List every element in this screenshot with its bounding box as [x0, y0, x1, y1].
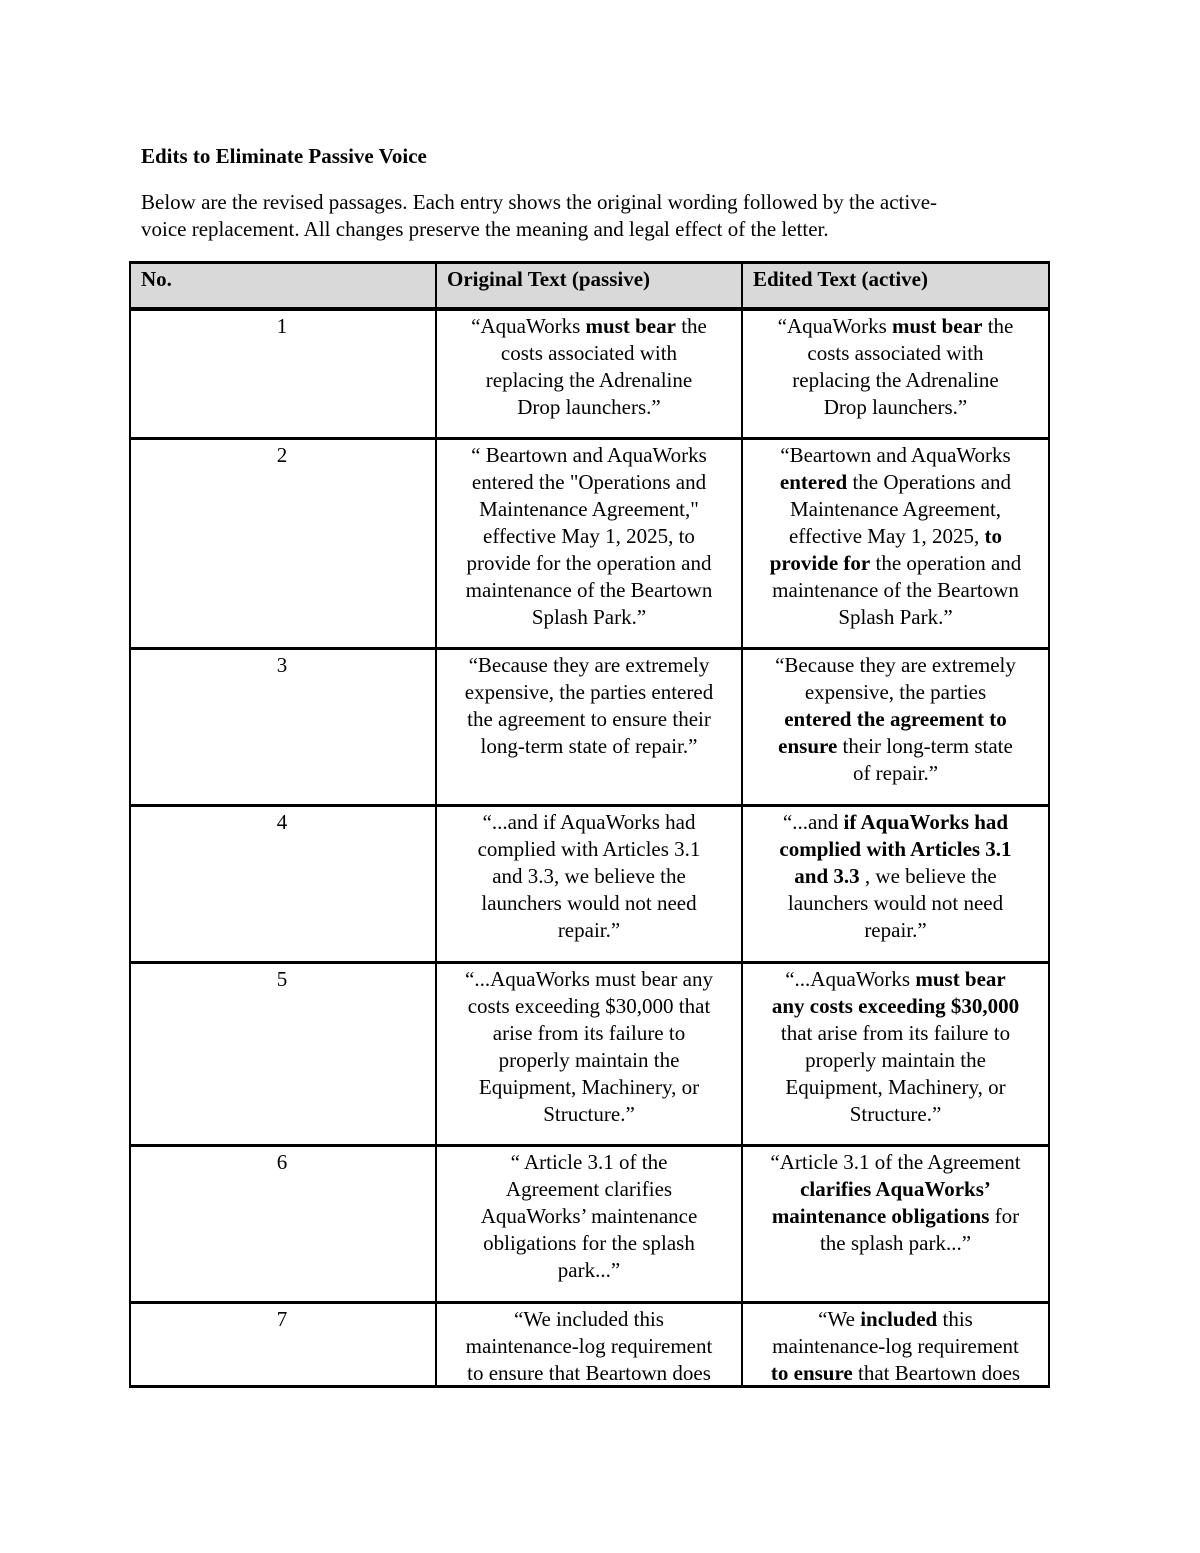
emphasized-text: included — [860, 1307, 938, 1331]
cell-text-line — [749, 760, 1042, 787]
emphasized-text: maintenance obligations — [771, 1204, 990, 1228]
original-text-cell — [436, 309, 742, 439]
cell-text-line — [749, 442, 1042, 469]
text-run: Equipment, Machinery, or — [785, 1075, 1006, 1099]
cell-text-line — [749, 836, 1042, 863]
text-run: of repair.” — [852, 761, 939, 785]
edited-text-cell — [742, 439, 1049, 649]
original-text-cell — [436, 806, 742, 963]
text-run: costs associated with — [807, 340, 984, 365]
text-run: park...” — [557, 1258, 621, 1282]
cell-text-line — [749, 733, 1042, 760]
text-run: properly maintain the — [498, 1048, 680, 1072]
cell-text-line — [749, 469, 1042, 496]
text-run: repair.” — [557, 918, 621, 942]
cell-text-line — [443, 604, 735, 631]
cell-text-line — [443, 652, 735, 679]
cell-text-line — [749, 1360, 1042, 1385]
text-run: “AquaWorks — [777, 313, 893, 338]
text-run: “We included this — [514, 1307, 664, 1331]
text-run: Drop launchers.” — [823, 394, 968, 419]
edited-text-cell — [742, 806, 1049, 963]
cell-text-line — [749, 313, 1042, 340]
text-run: and 3.3, we believe the — [492, 864, 686, 888]
table-body — [130, 309, 1049, 1387]
cell-text-line — [749, 1074, 1042, 1101]
cell-text-line — [443, 890, 735, 917]
cell-text-line — [749, 1101, 1042, 1128]
cell-text-line — [749, 496, 1042, 523]
emphasized-text: must bear — [915, 967, 1006, 991]
text-run: launchers would not need — [481, 891, 697, 915]
cell-text-line — [443, 394, 735, 421]
text-run: expensive, the parties — [804, 680, 987, 704]
cell-text-line — [443, 550, 735, 577]
cell-text-line — [749, 1020, 1042, 1047]
cell-text-line — [443, 1020, 735, 1047]
cell-text-line — [443, 1176, 735, 1203]
table-header-row — [130, 263, 1049, 309]
cell-text-line — [443, 442, 735, 469]
text-run: that Beartown does — [852, 1361, 1021, 1385]
cell-text-line — [443, 706, 735, 733]
emphasized-text: to — [984, 524, 1003, 548]
text-run: AquaWorks’ maintenance — [480, 1204, 698, 1228]
text-run: “We — [818, 1307, 861, 1331]
header-original-text: Original Text (passive) — [436, 263, 742, 309]
text-run: Structure.” — [543, 1102, 635, 1126]
text-run: Maintenance Agreement," — [479, 497, 699, 521]
text-run: maintenance of the Beartown — [772, 578, 1019, 602]
text-run: “...AquaWorks must bear any — [465, 967, 713, 991]
emphasized-text: and 3.3 — [794, 864, 860, 888]
cell-text-line — [749, 706, 1042, 733]
cell-text-line — [443, 367, 735, 394]
emphasized-text: must bear — [892, 313, 983, 338]
table-row — [130, 806, 1049, 963]
cell-text-line — [443, 1074, 735, 1101]
row-number: 1 — [130, 309, 436, 439]
edited-text-cell — [742, 1303, 1049, 1387]
row-number: 5 — [130, 963, 436, 1146]
cell-text-line — [749, 1176, 1042, 1203]
cell-text-line — [749, 604, 1042, 631]
cell-text-line — [749, 679, 1042, 706]
cell-text-line — [443, 733, 735, 760]
emphasized-text: to ensure — [770, 1361, 853, 1385]
text-run: that arise from its failure to — [780, 1021, 1011, 1045]
text-run: “Because they are extremely — [468, 653, 710, 677]
cell-text-line — [749, 1149, 1042, 1176]
header-no: No. — [130, 263, 436, 309]
text-run: Agreement clarifies — [505, 1177, 673, 1201]
emphasized-text: if AquaWorks had — [843, 810, 1009, 834]
cell-text-line — [749, 917, 1042, 944]
cell-text-line — [443, 1230, 735, 1257]
text-run: Drop launchers.” — [517, 394, 661, 419]
edited-text-cell — [742, 1146, 1049, 1303]
text-run: “...and if AquaWorks had — [482, 810, 696, 834]
cell-text-line — [443, 966, 735, 993]
cell-text-line — [749, 367, 1042, 394]
text-run: their long-term state — [837, 734, 1013, 758]
row-number: 2 — [130, 439, 436, 649]
row-number: 4 — [130, 806, 436, 963]
edits-table — [129, 261, 1050, 1388]
text-run: “AquaWorks — [471, 313, 586, 338]
cell-text-line — [749, 1047, 1042, 1074]
emphasized-text: provide for — [769, 551, 871, 575]
text-run: “Because they are extremely — [775, 653, 1016, 677]
cell-text-line — [443, 1047, 735, 1074]
text-run: “ Beartown and AquaWorks — [471, 443, 707, 467]
table-row — [130, 1146, 1049, 1303]
original-text-cell — [436, 1303, 742, 1387]
cell-text-line — [749, 340, 1042, 367]
emphasized-text: must bear — [585, 313, 676, 338]
text-run: long-term state of repair.” — [480, 734, 698, 758]
text-run: Equipment, Machinery, or — [478, 1075, 700, 1099]
text-run: Splash Park.” — [531, 605, 647, 629]
text-run: replacing the Adrenaline — [485, 367, 693, 392]
cell-text-line — [749, 1306, 1042, 1333]
cell-text-line — [443, 496, 735, 523]
cell-text-line — [749, 1203, 1042, 1230]
cell-text-line — [443, 917, 735, 944]
emphasized-text: any costs exceeding $30,000 — [771, 994, 1020, 1018]
text-run: arise from its failure to — [492, 1021, 686, 1045]
text-run: to ensure that Beartown does — [467, 1361, 711, 1385]
row-number: 7 — [130, 1303, 436, 1387]
emphasized-text: entered — [779, 470, 848, 494]
table-row — [130, 649, 1049, 806]
cell-text-line — [749, 809, 1042, 836]
cell-text-line — [443, 1203, 735, 1230]
text-run: the Operations and — [847, 470, 1012, 494]
cell-text-line — [749, 993, 1042, 1020]
text-run: “Beartown and AquaWorks — [780, 443, 1011, 467]
cell-text-line — [749, 890, 1042, 917]
text-run: “...and — [782, 810, 844, 834]
text-run: the — [675, 313, 707, 338]
text-run: launchers would not need — [787, 891, 1004, 915]
cell-text-line — [443, 993, 735, 1020]
emphasized-text: ensure — [778, 734, 838, 758]
cell-text-line — [443, 1101, 735, 1128]
table-row — [130, 1303, 1049, 1387]
text-run: maintenance-log requirement — [772, 1334, 1019, 1358]
text-run: the — [982, 313, 1014, 338]
text-run: effective May 1, 2025, to — [483, 524, 695, 548]
cell-text-line — [749, 652, 1042, 679]
text-run: complied with Articles 3.1 — [477, 837, 701, 861]
cell-text-line — [749, 577, 1042, 604]
cell-text-line — [443, 340, 735, 367]
cell-text-line — [443, 313, 735, 340]
cell-text-line — [443, 1333, 735, 1360]
cell-text-line — [443, 1257, 735, 1284]
intro-line: Below are the revised passages. Each entry shows the original wording followed by the active- — [141, 190, 938, 214]
intro-line: voice replacement. All changes preserve the meaning and legal effect of the letter. — [141, 217, 829, 241]
text-run: costs associated with — [500, 340, 678, 365]
text-run: replacing the Adrenaline — [792, 367, 999, 392]
original-text-cell — [436, 439, 742, 649]
text-run: the splash park...” — [819, 1231, 972, 1255]
cell-text-line — [443, 679, 735, 706]
edited-text-cell — [742, 963, 1049, 1146]
row-number: 6 — [130, 1146, 436, 1303]
text-run: expensive, the parties entered — [464, 680, 714, 704]
cell-text-line — [749, 1230, 1042, 1257]
cell-text-line — [749, 863, 1042, 890]
cell-text-line — [749, 550, 1042, 577]
text-run: for — [989, 1204, 1020, 1228]
text-run: the agreement to ensure their — [467, 707, 711, 731]
table-row — [130, 309, 1049, 439]
cell-text-line — [749, 966, 1042, 993]
cell-text-line — [443, 863, 735, 890]
text-run: Splash Park.” — [838, 605, 953, 629]
cell-text-line — [443, 577, 735, 604]
header-edited-text: Edited Text (active) — [742, 263, 1049, 309]
table-row — [130, 439, 1049, 649]
text-run: entered the "Operations and — [471, 470, 707, 494]
text-run: effective May 1, 2025, — [788, 524, 985, 548]
emphasized-text: complied with Articles 3.1 — [779, 837, 1012, 861]
text-run: Structure.” — [849, 1102, 942, 1126]
cell-text-line — [749, 1333, 1042, 1360]
text-run: repair.” — [864, 918, 927, 942]
text-run: , we believe the — [859, 864, 997, 888]
intro-paragraph — [141, 189, 1041, 243]
text-run: provide for the operation and — [466, 551, 712, 575]
cell-text-line — [749, 394, 1042, 421]
document-title: Edits to Eliminate Passive Voice — [141, 144, 427, 168]
cell-text-line — [443, 809, 735, 836]
text-run: properly maintain the — [805, 1048, 986, 1072]
edited-text-cell — [742, 649, 1049, 806]
original-text-cell — [436, 1146, 742, 1303]
emphasized-text: entered the agreement to — [784, 707, 1007, 731]
text-run: obligations for the splash — [483, 1231, 695, 1255]
text-run: the operation and — [870, 551, 1022, 575]
cell-text-line — [749, 523, 1042, 550]
cell-text-line — [443, 836, 735, 863]
text-run: maintenance of the Beartown — [465, 578, 713, 602]
table-row — [130, 963, 1049, 1146]
text-run: Maintenance Agreement, — [789, 497, 1002, 521]
cell-text-line — [443, 469, 735, 496]
row-number: 3 — [130, 649, 436, 806]
text-run: costs exceeding $30,000 that — [467, 994, 711, 1018]
cell-text-line — [443, 1360, 735, 1385]
text-run: maintenance-log requirement — [465, 1334, 713, 1358]
emphasized-text: clarifies AquaWorks’ — [800, 1177, 991, 1201]
text-run: this — [937, 1307, 973, 1331]
cell-text-line — [443, 1149, 735, 1176]
text-run: “...AquaWorks — [785, 967, 916, 991]
original-text-cell — [436, 963, 742, 1146]
text-run: “Article 3.1 of the Agreement — [770, 1150, 1021, 1174]
text-run: “ Article 3.1 of the — [510, 1150, 668, 1174]
original-text-cell — [436, 649, 742, 806]
cell-text-line — [443, 1306, 735, 1333]
edited-text-cell — [742, 309, 1049, 439]
cell-text-line — [443, 523, 735, 550]
